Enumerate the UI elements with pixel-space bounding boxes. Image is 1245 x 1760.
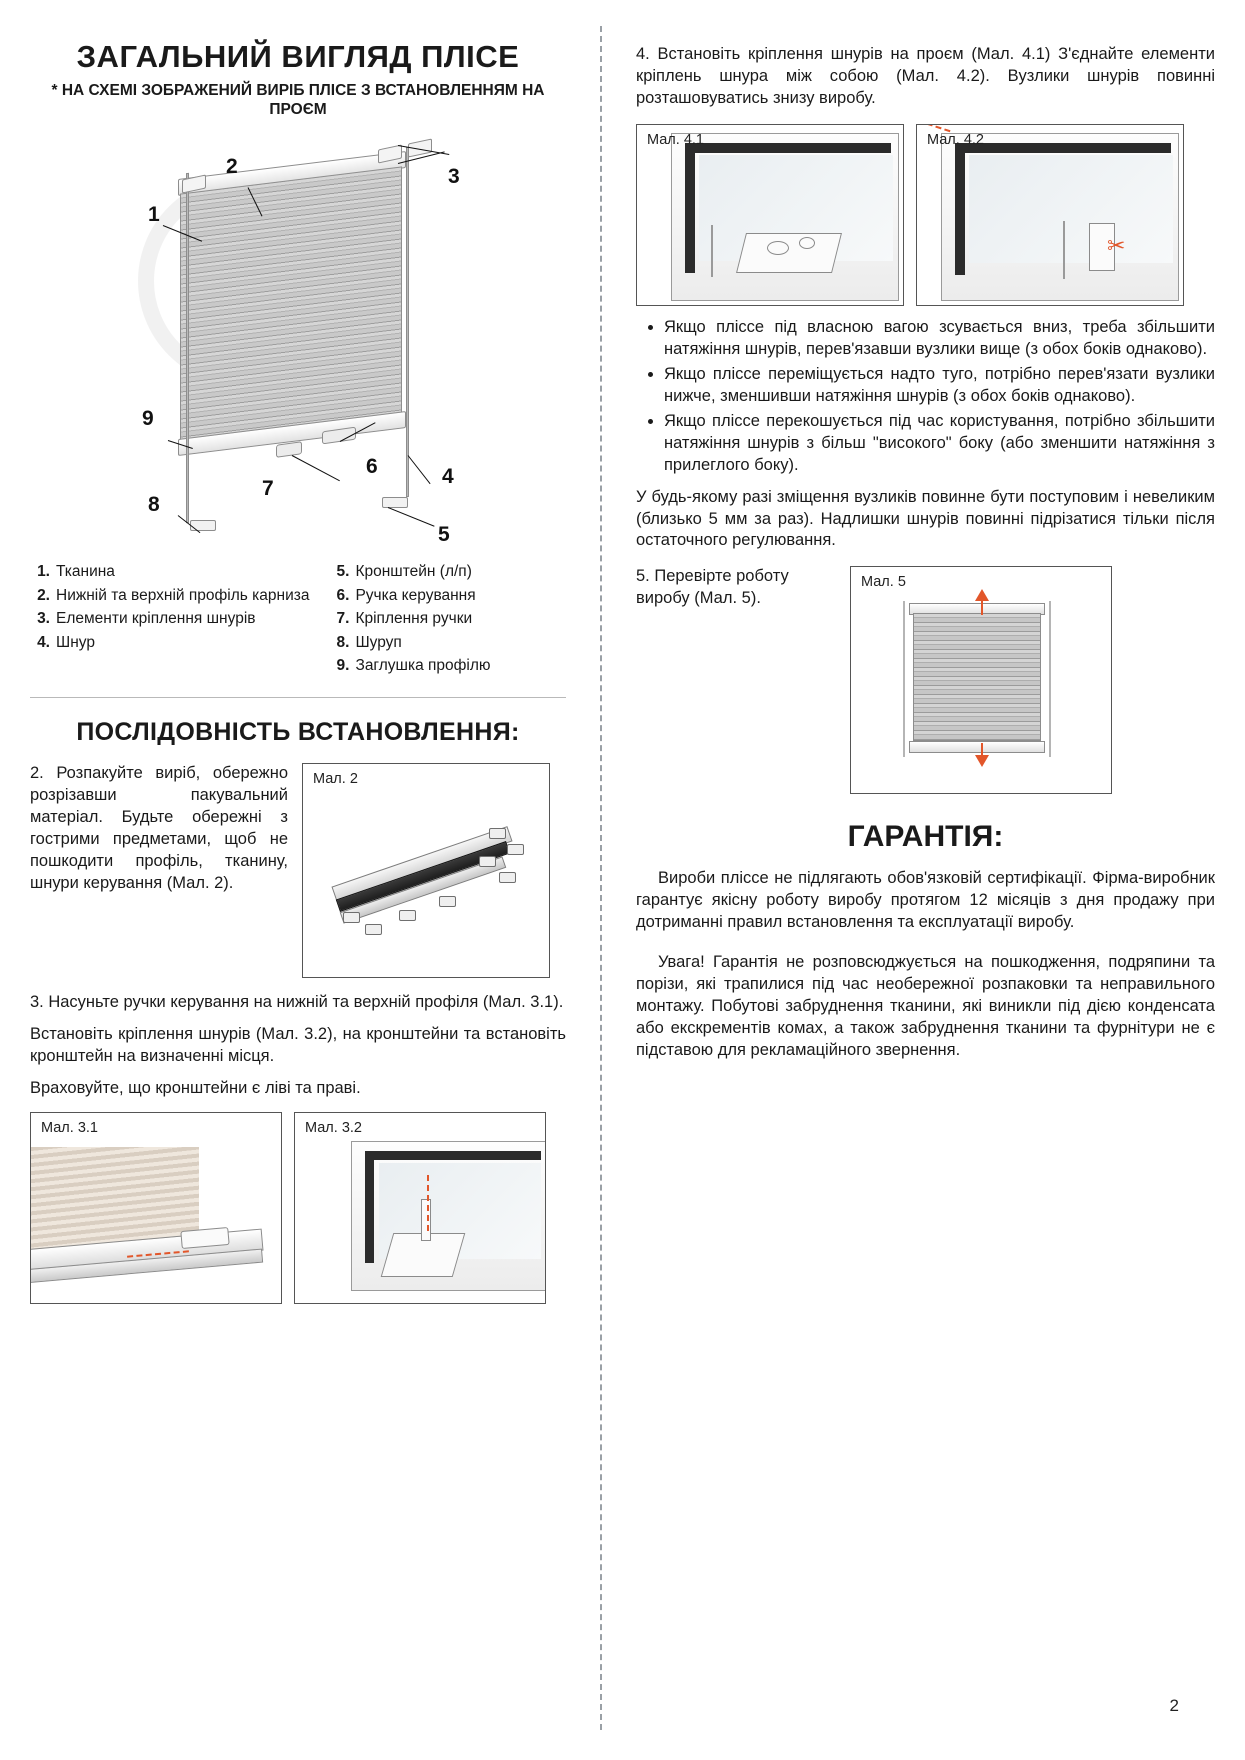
page-title: ЗАГАЛЬНИЙ ВИГЛЯД ПЛІСЕ — [76, 39, 520, 74]
legend-item — [329, 561, 490, 583]
legend-label: Кріплення ручки — [355, 610, 473, 628]
cut-direction-indicator — [918, 124, 951, 132]
cord-right — [406, 147, 409, 497]
figures-4-row — [636, 124, 1215, 306]
legend-number: 5. — [336, 563, 350, 581]
cord-line — [1063, 221, 1065, 279]
figure-4-1-label: Мал. 4.1 — [647, 131, 704, 148]
window-seal-top — [955, 143, 1171, 153]
legend-number: 4. — [37, 633, 50, 651]
column-divider — [600, 26, 602, 1730]
figure-2-label: Мал. 2 — [313, 770, 358, 787]
warranty-paragraph-1: Вироби пліссе не підлягають обов'язковій сертифікації. Фірма-виробник гарантує якісну роботу виробу протягом 12 місяців з дня продажу при дотриманні правил встановлення та експлуатації виробу. — [636, 869, 1215, 932]
legend-number: 9. — [336, 657, 350, 675]
window-seal-left — [685, 143, 695, 273]
legend-label: Нижній та верхній профіль карниза — [56, 586, 310, 604]
left-column — [30, 26, 590, 1730]
page-number: 2 — [1169, 1696, 1179, 1715]
clip-part — [499, 872, 516, 883]
installation-sequence-title: ПОСЛІДОВНІСТЬ ВСТАНОВЛЕННЯ: — [76, 717, 520, 746]
figure-3-1-label: Мал. 3.1 — [41, 1119, 98, 1136]
adjustment-note: У будь-якому разі зміщення вузликів повинне бути поступовим і невеликим (близько 5 мм за раз). Надлишки шнурів повинні підрізатися тільки після остаточного регулювання. — [636, 487, 1215, 550]
legend-label: Шнур — [56, 633, 95, 651]
handle-mount — [276, 442, 302, 459]
page-subtitle: * НА СХЕМІ ЗОБРАЖЕНИЙ ВИРІБ ПЛІСЕ З ВСТАНОВЛЕННЯМ НА ПРОЄМ — [51, 81, 545, 119]
legend-item — [30, 561, 309, 583]
legend-item — [30, 632, 309, 654]
screw-left — [190, 520, 216, 531]
figure-3-2 — [294, 1112, 546, 1304]
legend-number: 8. — [336, 633, 350, 651]
divider-line — [30, 697, 566, 698]
legend-item — [329, 608, 490, 630]
window-seal-left — [955, 143, 965, 275]
bullet-item: • Якщо пліссе переміщується надто туго, потрібно перев'язати вузлики нижче, зменшивши натяжіння шнурів (з обох боків однаково). — [664, 363, 1215, 407]
legend — [30, 561, 566, 678]
step-2-block — [30, 763, 566, 978]
step-5-block — [636, 566, 1215, 794]
legend-label: Ручка керування — [355, 586, 476, 604]
warranty-paragraph-2: Увага! Гарантія не розповсюджується на пошкодження, подряпини та порізи, які трапилися під час необережної розпаковки та неправильного монтажу. Побутові забруднення тканини, які виникли під дією конденсата або екскрементів комах, а також забруднення тканини та фурнітури не є підставою для рекламаційного звернення. — [636, 953, 1215, 1059]
legend-item — [30, 585, 309, 607]
legend-item — [329, 632, 490, 654]
callout-7: 7 — [262, 477, 274, 501]
callout-3: 3 — [448, 165, 460, 189]
legend-item — [30, 608, 309, 630]
fabric-texture — [31, 1147, 199, 1251]
callout-8: 8 — [148, 493, 160, 517]
right-column — [612, 26, 1215, 1730]
window-seal-left — [365, 1151, 374, 1263]
bracket-right — [382, 497, 408, 508]
figure-3-1 — [30, 1112, 282, 1304]
legend-number: 7. — [336, 610, 350, 628]
window-seal-top — [365, 1151, 541, 1160]
legend-number: 2. — [37, 586, 50, 604]
figure-4-1 — [636, 124, 904, 306]
step-2-text — [30, 763, 288, 905]
legend-label: Заглушка профілю — [355, 657, 491, 675]
cord-hole-2 — [799, 237, 815, 249]
step-3-paragraph-2: Встановіть кріплення шнурів (Мал. 3.2), на кронштейни та встановіть кронштейн на визначенні місця. — [30, 1024, 566, 1065]
control-handle-part — [180, 1227, 229, 1249]
clip-part — [507, 844, 524, 855]
clip-part — [365, 924, 382, 935]
window-seal-top — [685, 143, 891, 153]
legend-item — [329, 585, 490, 607]
figure-5 — [850, 566, 1112, 794]
bullet-item: • Якщо пліссе під власною вагою зсувається вниз, треба збільшити натяжіння шнурів, перев'язавши вузлики вище (з обох боків однаково). — [664, 316, 1215, 360]
clip-part — [439, 896, 456, 907]
cord-left — [186, 173, 189, 523]
cord-mount-plate — [736, 233, 842, 273]
clip-part — [489, 828, 506, 839]
pleated-fabric — [913, 613, 1041, 741]
bullet-item: • Якщо пліссе перекошується під час користування, потрібно збільшити натяжіння шнурів з більш "високого" боку (або зменшити натяжіння з прилеглого боку). — [664, 410, 1215, 476]
legend-label: Елементи кріплення шнурів — [56, 610, 256, 628]
step-4-paragraph: 4. Встановіть кріплення шнурів на проєм (Мал. 4.1) З'єднайте елементи кріплень шнура між собою (Мал. 4.2). Вузлики шнурів повинні розташовуватись знизу виробу. — [636, 45, 1215, 107]
clip-part — [399, 910, 416, 921]
cord-left — [903, 601, 905, 757]
cord-hole — [767, 241, 789, 255]
legend-number: 3. — [37, 610, 50, 628]
step-3-paragraph-3: Враховуйте, що кронштейни є ліві та праві. — [30, 1078, 361, 1097]
figure-4-2 — [916, 124, 1184, 306]
legend-item — [329, 655, 490, 677]
figure-2 — [302, 763, 550, 978]
cord-line — [711, 225, 713, 277]
pleated-fabric — [180, 167, 402, 444]
step-2-paragraph: 2. Розпакуйте виріб, обережно розрізавши пакувальний матеріал. Будьте обережні з гострими предметами, щоб не пошкодити профіль, тканину, шнури керування (Мал. 2). — [30, 763, 288, 892]
move-up-arrow — [975, 589, 989, 601]
insert-direction-indicator — [427, 1175, 429, 1231]
bottom-profile — [909, 741, 1045, 753]
figure-5-label: Мал. 5 — [861, 574, 906, 591]
figures-3-row — [30, 1112, 566, 1304]
cord-right — [1049, 601, 1051, 757]
cord-fastener — [421, 1199, 431, 1241]
callout-2: 2 — [226, 155, 238, 179]
callout-6: 6 — [366, 455, 378, 479]
callout-9: 9 — [142, 407, 154, 431]
window-glass — [969, 155, 1173, 263]
callout-5: 5 — [438, 523, 450, 547]
adjustment-bullet-list — [636, 316, 1215, 477]
legend-column-2 — [329, 561, 490, 678]
callout-1: 1 — [148, 203, 160, 227]
warranty-title: ГАРАНТІЯ: — [847, 820, 1004, 854]
legend-column-1 — [30, 561, 309, 678]
step-3-paragraph-1: 3. Насуньте ручки керування на нижній та верхній профіля (Мал. 3.1). — [30, 992, 564, 1011]
legend-label: Кронштейн (л/п) — [355, 563, 472, 581]
legend-label: Тканина — [56, 563, 115, 581]
clip-part — [479, 856, 496, 867]
figure-3-2-label: Мал. 3.2 — [305, 1119, 362, 1136]
clip-part — [343, 912, 360, 923]
legend-number: 1. — [37, 563, 50, 581]
general-view-diagram — [30, 125, 566, 555]
move-up-line — [981, 601, 983, 615]
figure-4-2-label: Мал. 4.2 — [927, 131, 984, 148]
step-5-text: 5. Перевірте роботу виробу (Мал. 5). — [636, 567, 789, 607]
scissors-icon: ✂ — [1107, 232, 1126, 258]
move-down-line — [981, 743, 983, 757]
callout-4: 4 — [442, 465, 454, 489]
legend-number: 6. — [336, 586, 350, 604]
legend-label: Шуруп — [355, 633, 402, 651]
